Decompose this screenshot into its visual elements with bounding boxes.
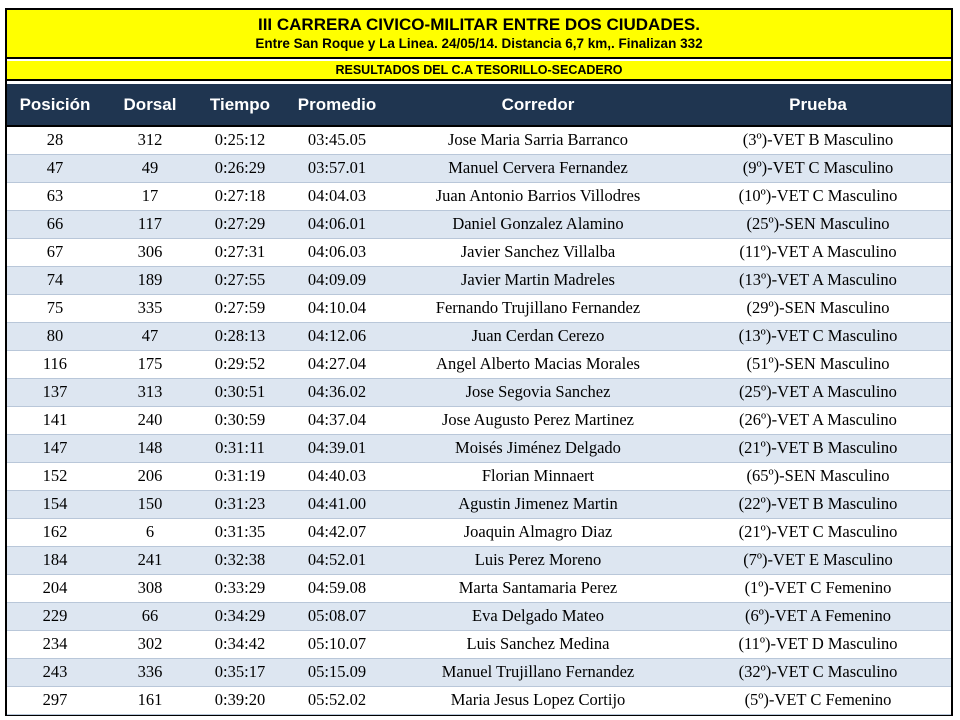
dorsal-cell: 312 — [103, 126, 197, 154]
posicion-cell: 80 — [7, 322, 103, 350]
tiempo-cell: 0:31:35 — [197, 518, 283, 546]
title-banner — [7, 10, 951, 59]
tiempo-cell: 0:31:11 — [197, 434, 283, 462]
prueba-cell: (9º)-VET C Masculino — [685, 154, 951, 182]
tiempo-cell: 0:34:29 — [197, 602, 283, 630]
posicion-cell: 28 — [7, 126, 103, 154]
tiempo-cell: 0:25:12 — [197, 126, 283, 154]
column-header-posicion: Posición — [7, 84, 103, 126]
prueba-cell: (11º)-VET D Masculino — [685, 630, 951, 658]
table-row — [7, 686, 951, 714]
table-row — [7, 350, 951, 378]
corredor-cell: Juan Antonio Barrios Villodres — [391, 182, 685, 210]
corredor-cell: Juan Cerdan Cerezo — [391, 322, 685, 350]
promedio-cell: 04:41.00 — [283, 490, 391, 518]
table-row — [7, 434, 951, 462]
dorsal-cell: 241 — [103, 546, 197, 574]
tiempo-cell: 0:33:29 — [197, 574, 283, 602]
promedio-cell: 04:06.01 — [283, 210, 391, 238]
promedio-cell: 04:10.04 — [283, 294, 391, 322]
dorsal-cell: 189 — [103, 266, 197, 294]
posicion-cell: 229 — [7, 602, 103, 630]
dorsal-cell: 47 — [103, 322, 197, 350]
posicion-cell: 137 — [7, 378, 103, 406]
column-header-dorsal: Dorsal — [103, 84, 197, 126]
tiempo-cell: 0:35:17 — [197, 658, 283, 686]
corredor-cell: Luis Sanchez Medina — [391, 630, 685, 658]
dorsal-cell: 175 — [103, 350, 197, 378]
dorsal-cell: 150 — [103, 490, 197, 518]
corredor-cell: Daniel Gonzalez Alamino — [391, 210, 685, 238]
corredor-cell: Maria Jesus Lopez Cortijo — [391, 686, 685, 714]
posicion-cell: 141 — [7, 406, 103, 434]
table-row — [7, 574, 951, 602]
prueba-cell: (13º)-VET C Masculino — [685, 322, 951, 350]
corredor-cell: Javier Sanchez Villalba — [391, 238, 685, 266]
table-row — [7, 406, 951, 434]
dorsal-cell: 161 — [103, 686, 197, 714]
club-results-heading: RESULTADOS DEL C.A TESORILLO-SECADERO — [7, 61, 951, 81]
corredor-cell: Angel Alberto Macias Morales — [391, 350, 685, 378]
table-row — [7, 462, 951, 490]
tiempo-cell: 0:34:42 — [197, 630, 283, 658]
table-row — [7, 378, 951, 406]
prueba-cell: (25º)-VET A Masculino — [685, 378, 951, 406]
posicion-cell: 154 — [7, 490, 103, 518]
corredor-cell: Jose Maria Sarria Barranco — [391, 126, 685, 154]
posicion-cell: 147 — [7, 434, 103, 462]
tiempo-cell: 0:27:31 — [197, 238, 283, 266]
promedio-cell: 04:04.03 — [283, 182, 391, 210]
promedio-cell: 05:15.09 — [283, 658, 391, 686]
race-title: III CARRERA CIVICO-MILITAR ENTRE DOS CIUDADES. — [257, 15, 700, 34]
posicion-cell: 184 — [7, 546, 103, 574]
prueba-cell: (21º)-VET B Masculino — [685, 434, 951, 462]
column-header-prueba: Prueba — [685, 84, 951, 126]
posicion-cell: 67 — [7, 238, 103, 266]
corredor-cell: Jose Augusto Perez Martinez — [391, 406, 685, 434]
posicion-cell: 47 — [7, 154, 103, 182]
table-row — [7, 294, 951, 322]
promedio-cell: 05:10.07 — [283, 630, 391, 658]
tiempo-cell: 0:27:29 — [197, 210, 283, 238]
dorsal-cell: 49 — [103, 154, 197, 182]
corredor-cell: Manuel Trujillano Fernandez — [391, 658, 685, 686]
results-table — [7, 84, 951, 715]
table-header-row — [7, 84, 951, 126]
posicion-cell: 204 — [7, 574, 103, 602]
table-row — [7, 658, 951, 686]
posicion-cell: 162 — [7, 518, 103, 546]
tiempo-cell: 0:31:23 — [197, 490, 283, 518]
table-row — [7, 630, 951, 658]
posicion-cell: 152 — [7, 462, 103, 490]
table-row — [7, 182, 951, 210]
prueba-cell: (29º)-SEN Masculino — [685, 294, 951, 322]
corredor-cell: Marta Santamaria Perez — [391, 574, 685, 602]
prueba-cell: (65º)-SEN Masculino — [685, 462, 951, 490]
promedio-cell: 04:36.02 — [283, 378, 391, 406]
promedio-cell: 04:27.04 — [283, 350, 391, 378]
prueba-cell: (11º)-VET A Masculino — [685, 238, 951, 266]
promedio-cell: 04:52.01 — [283, 546, 391, 574]
tiempo-cell: 0:32:38 — [197, 546, 283, 574]
table-row — [7, 210, 951, 238]
corredor-cell: Jose Segovia Sanchez — [391, 378, 685, 406]
corredor-cell: Joaquin Almagro Diaz — [391, 518, 685, 546]
prueba-cell: (5º)-VET C Femenino — [685, 686, 951, 714]
posicion-cell: 243 — [7, 658, 103, 686]
tiempo-cell: 0:28:13 — [197, 322, 283, 350]
tiempo-cell: 0:39:20 — [197, 686, 283, 714]
table-row — [7, 154, 951, 182]
posicion-cell: 297 — [7, 686, 103, 714]
posicion-cell: 116 — [7, 350, 103, 378]
promedio-cell: 04:06.03 — [283, 238, 391, 266]
promedio-cell: 04:40.03 — [283, 462, 391, 490]
tiempo-cell: 0:27:59 — [197, 294, 283, 322]
dorsal-cell: 240 — [103, 406, 197, 434]
race-subtitle: Entre San Roque y La Linea. 24/05/14. Distancia 6,7 km,. Finalizan 332 — [255, 36, 703, 51]
promedio-cell: 05:08.07 — [283, 602, 391, 630]
promedio-cell: 04:12.06 — [283, 322, 391, 350]
promedio-cell: 03:57.01 — [283, 154, 391, 182]
posicion-cell: 66 — [7, 210, 103, 238]
promedio-cell: 03:45.05 — [283, 126, 391, 154]
corredor-cell: Moisés Jiménez Delgado — [391, 434, 685, 462]
posicion-cell: 75 — [7, 294, 103, 322]
prueba-cell: (3º)-VET B Masculino — [685, 126, 951, 154]
dorsal-cell: 148 — [103, 434, 197, 462]
corredor-cell: Florian Minnaert — [391, 462, 685, 490]
table-row — [7, 322, 951, 350]
corredor-cell: Javier Martin Madreles — [391, 266, 685, 294]
posicion-cell: 63 — [7, 182, 103, 210]
promedio-cell: 05:52.02 — [283, 686, 391, 714]
promedio-cell: 04:59.08 — [283, 574, 391, 602]
results-sheet — [5, 8, 953, 716]
prueba-cell: (22º)-VET B Masculino — [685, 490, 951, 518]
prueba-cell: (6º)-VET A Femenino — [685, 602, 951, 630]
posicion-cell: 74 — [7, 266, 103, 294]
table-row — [7, 602, 951, 630]
prueba-cell: (13º)-VET A Masculino — [685, 266, 951, 294]
table-row — [7, 266, 951, 294]
dorsal-cell: 206 — [103, 462, 197, 490]
dorsal-cell: 335 — [103, 294, 197, 322]
prueba-cell: (26º)-VET A Masculino — [685, 406, 951, 434]
prueba-cell: (32º)-VET C Masculino — [685, 658, 951, 686]
promedio-cell: 04:09.09 — [283, 266, 391, 294]
table-row — [7, 490, 951, 518]
posicion-cell: 234 — [7, 630, 103, 658]
tiempo-cell: 0:30:59 — [197, 406, 283, 434]
tiempo-cell: 0:30:51 — [197, 378, 283, 406]
corredor-cell: Fernando Trujillano Fernandez — [391, 294, 685, 322]
promedio-cell: 04:42.07 — [283, 518, 391, 546]
tiempo-cell: 0:27:55 — [197, 266, 283, 294]
table-row — [7, 546, 951, 574]
promedio-cell: 04:37.04 — [283, 406, 391, 434]
prueba-cell: (51º)-SEN Masculino — [685, 350, 951, 378]
corredor-cell: Luis Perez Moreno — [391, 546, 685, 574]
corredor-cell: Eva Delgado Mateo — [391, 602, 685, 630]
dorsal-cell: 302 — [103, 630, 197, 658]
tiempo-cell: 0:26:29 — [197, 154, 283, 182]
column-header-promedio: Promedio — [283, 84, 391, 126]
dorsal-cell: 313 — [103, 378, 197, 406]
dorsal-cell: 336 — [103, 658, 197, 686]
prueba-cell: (25º)-SEN Masculino — [685, 210, 951, 238]
tiempo-cell: 0:27:18 — [197, 182, 283, 210]
corredor-cell: Agustin Jimenez Martin — [391, 490, 685, 518]
corredor-cell: Manuel Cervera Fernandez — [391, 154, 685, 182]
prueba-cell: (21º)-VET C Masculino — [685, 518, 951, 546]
promedio-cell: 04:39.01 — [283, 434, 391, 462]
dorsal-cell: 306 — [103, 238, 197, 266]
tiempo-cell: 0:29:52 — [197, 350, 283, 378]
dorsal-cell: 308 — [103, 574, 197, 602]
dorsal-cell: 117 — [103, 210, 197, 238]
table-row — [7, 126, 951, 154]
prueba-cell: (7º)-VET E Masculino — [685, 546, 951, 574]
column-header-corredor: Corredor — [391, 84, 685, 126]
column-header-tiempo: Tiempo — [197, 84, 283, 126]
table-row — [7, 518, 951, 546]
table-row — [7, 238, 951, 266]
dorsal-cell: 17 — [103, 182, 197, 210]
prueba-cell: (10º)-VET C Masculino — [685, 182, 951, 210]
dorsal-cell: 66 — [103, 602, 197, 630]
results-body — [7, 126, 951, 714]
tiempo-cell: 0:31:19 — [197, 462, 283, 490]
dorsal-cell: 6 — [103, 518, 197, 546]
prueba-cell: (1º)-VET C Femenino — [685, 574, 951, 602]
